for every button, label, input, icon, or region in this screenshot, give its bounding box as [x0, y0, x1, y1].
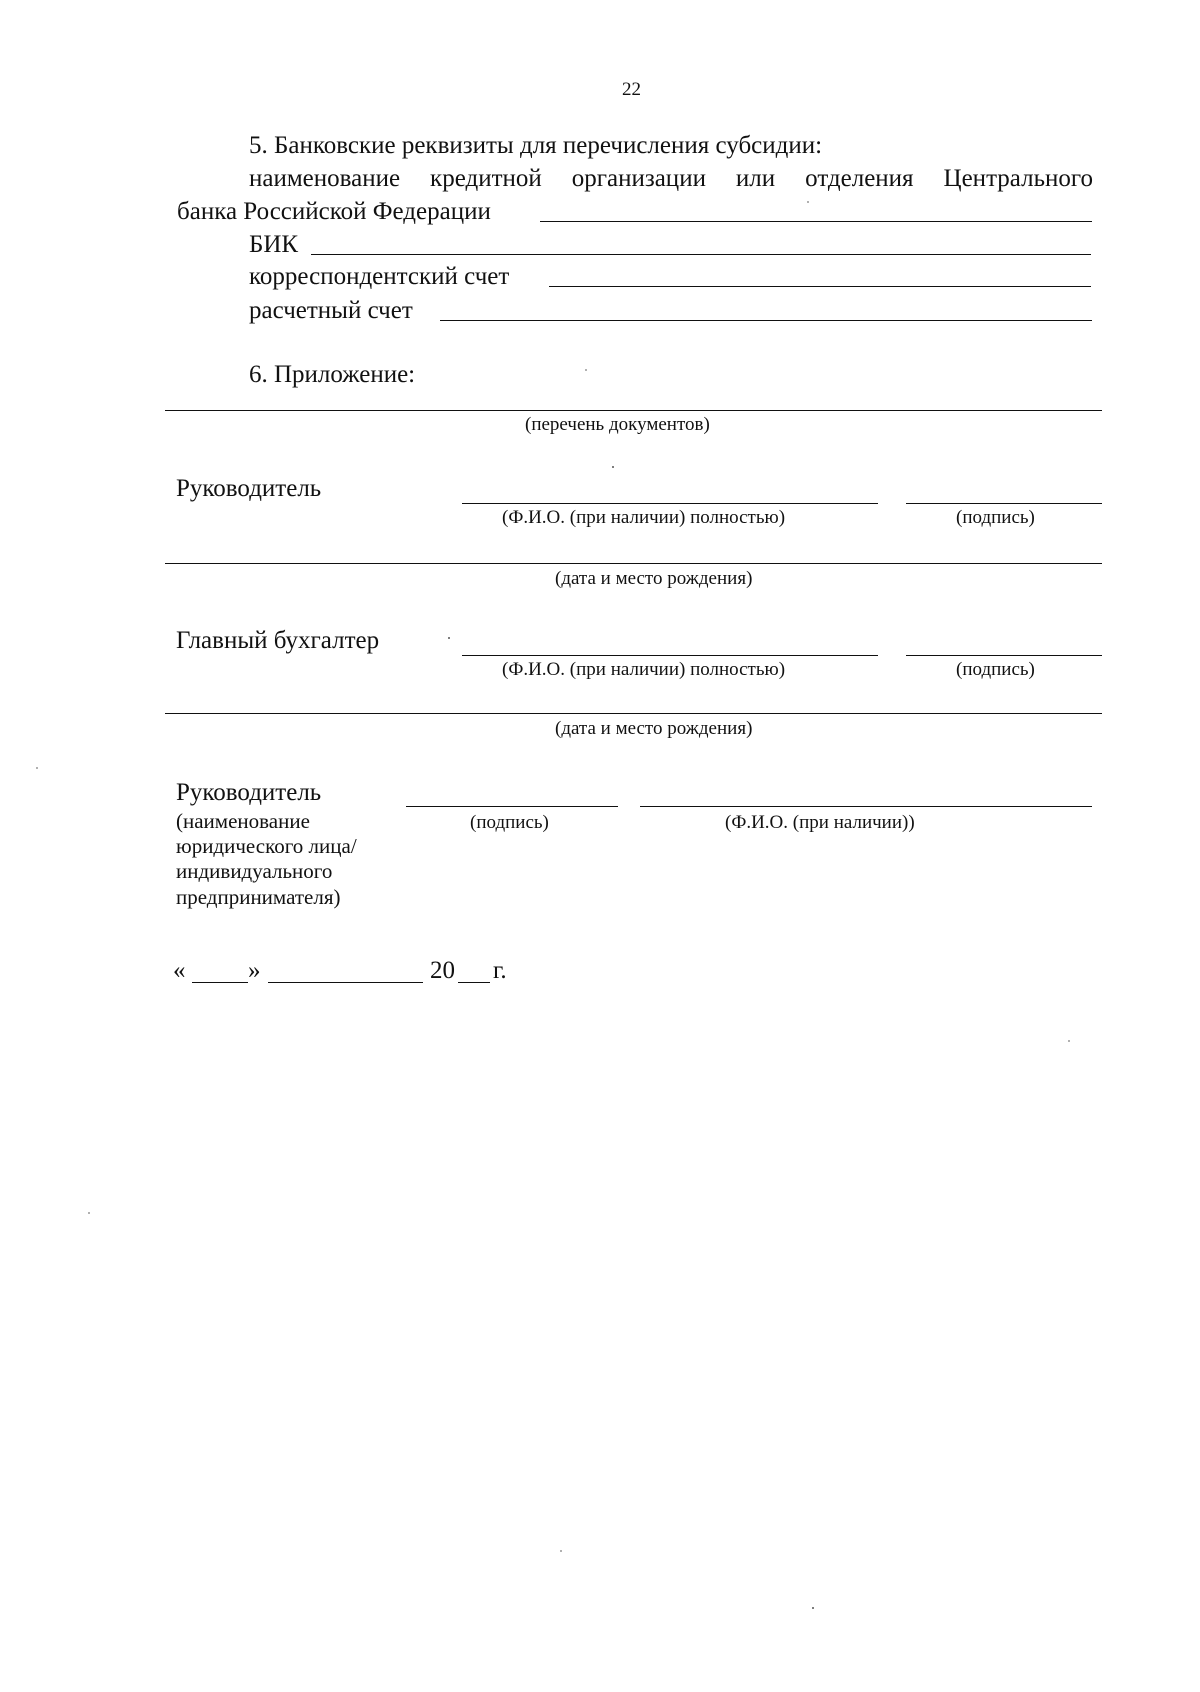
scan-speck [1068, 1040, 1070, 1042]
bank-name-line-1: наименование кредитной организации или отделения Центрального [249, 165, 1093, 192]
attachment-heading: 6. Приложение: [249, 361, 416, 388]
bik-field[interactable] [311, 254, 1091, 255]
bank-name-field[interactable] [540, 221, 1092, 222]
sublabel-line: предпринимателя) [176, 884, 341, 909]
scan-speck [612, 466, 614, 468]
scan-speck [36, 767, 38, 769]
accountant-fio-caption: (Ф.И.О. (при наличии) полностью) [502, 659, 786, 680]
accountant-fio-field[interactable] [462, 655, 878, 656]
final-head-sublabel [176, 809, 357, 910]
scan-speck [585, 369, 587, 371]
final-fio-field[interactable] [640, 806, 1092, 807]
head-fio-field[interactable] [462, 503, 878, 504]
corr-account-label: корреспондентский счет [249, 263, 510, 290]
date-day-field[interactable] [192, 982, 248, 983]
settlement-account-field[interactable] [440, 320, 1092, 321]
scan-speck [807, 201, 809, 203]
bik-label: БИК [249, 231, 299, 258]
scan-speck [812, 1607, 814, 1609]
sublabel-line: юридического лица/ [176, 834, 357, 859]
date-year-suffix: г. [493, 957, 507, 984]
scan-speck [560, 1550, 562, 1552]
date-month-field[interactable] [268, 982, 423, 983]
accountant-birth-field[interactable] [165, 713, 1102, 714]
head-birth-caption: (дата и место рождения) [555, 568, 753, 589]
scan-speck [448, 637, 450, 639]
final-signature-caption: (подпись) [470, 812, 549, 833]
head-fio-caption: (Ф.И.О. (при наличии) полностью) [502, 507, 786, 528]
head-signature-caption: (подпись) [956, 507, 1035, 528]
final-head-label: Руководитель [176, 779, 322, 806]
attachment-field[interactable] [165, 410, 1102, 411]
final-signature-field[interactable] [406, 806, 618, 807]
settlement-account-label: расчетный счет [249, 297, 413, 324]
date-year-prefix: 20 [430, 957, 455, 984]
accountant-birth-caption: (дата и место рождения) [555, 718, 753, 739]
head-signature-field[interactable] [906, 503, 1102, 504]
bank-details-heading: 5. Банковские реквизиты для перечисления субсидии: [249, 132, 823, 159]
date-close-quote: » [248, 957, 261, 984]
accountant-signature-caption: (подпись) [956, 659, 1035, 680]
accountant-label: Главный бухгалтер [176, 627, 380, 654]
sublabel-line: индивидуального [176, 859, 333, 884]
accountant-signature-field[interactable] [906, 655, 1102, 656]
head-label: Руководитель [176, 475, 322, 502]
attachment-caption: (перечень документов) [525, 414, 710, 435]
page-number: 22 [622, 79, 641, 100]
head-birth-field[interactable] [165, 563, 1102, 564]
date-year-field[interactable] [458, 982, 490, 983]
corr-account-field[interactable] [549, 286, 1091, 287]
scan-speck [88, 1212, 90, 1214]
final-fio-caption: (Ф.И.О. (при наличии)) [725, 812, 915, 833]
bank-name-line-2: банка Российской Федерации [177, 198, 491, 225]
date-open-quote: « [173, 957, 186, 984]
sublabel-line: (наименование [176, 809, 310, 833]
